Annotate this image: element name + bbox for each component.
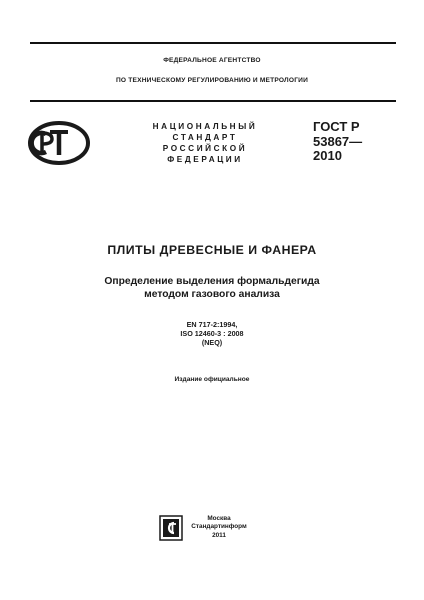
publisher-year: 2011 xyxy=(212,531,226,539)
national-line-3: РОССИЙСКОЙ xyxy=(162,144,248,153)
document-title: ПЛИТЫ ДРЕВЕСНЫЕ И ФАНЕРА xyxy=(107,243,317,257)
reference-line-2: ISO 12460-3 : 2008 xyxy=(180,329,244,338)
top-rule xyxy=(30,42,396,44)
designation-line-2: 53867— xyxy=(313,133,363,149)
publisher-city: Москва xyxy=(207,515,231,522)
agency-line-2: ПО ТЕХНИЧЕСКОМУ РЕГУЛИРОВАНИЮ И МЕТРОЛОГИИ xyxy=(115,77,309,84)
national-standard-label xyxy=(140,121,270,165)
agency-line-1: ФЕДЕРАЛЬНОЕ АГЕНТСТВО xyxy=(163,57,261,64)
national-line-4: ФЕДЕРАЦИИ xyxy=(167,155,243,164)
designation-line-1: ГОСТ Р xyxy=(313,119,360,134)
gost-r-emblem-icon xyxy=(28,121,90,165)
subtitle-line-2: методом газового анализа xyxy=(144,288,280,300)
standard-designation xyxy=(313,120,362,164)
reference-line-3: (NEQ) xyxy=(201,338,223,347)
designation-line-3: 2010 xyxy=(313,148,342,163)
middle-rule xyxy=(30,100,396,102)
publisher-info xyxy=(190,515,248,540)
edition-label: Издание официальное xyxy=(174,376,250,383)
document-subtitle xyxy=(0,276,424,301)
standartinform-logo-icon xyxy=(159,515,183,541)
publisher-name: Стандартинформ xyxy=(191,523,247,531)
reference-standards xyxy=(0,320,424,347)
national-line-2: СТАНДАРТ xyxy=(172,133,238,142)
national-line-1: НАЦИОНАЛЬНЫЙ xyxy=(152,122,258,131)
subtitle-line-1: Определение выделения формальдегида xyxy=(104,276,320,287)
reference-line-1: EN 717-2:1994, xyxy=(186,320,238,329)
